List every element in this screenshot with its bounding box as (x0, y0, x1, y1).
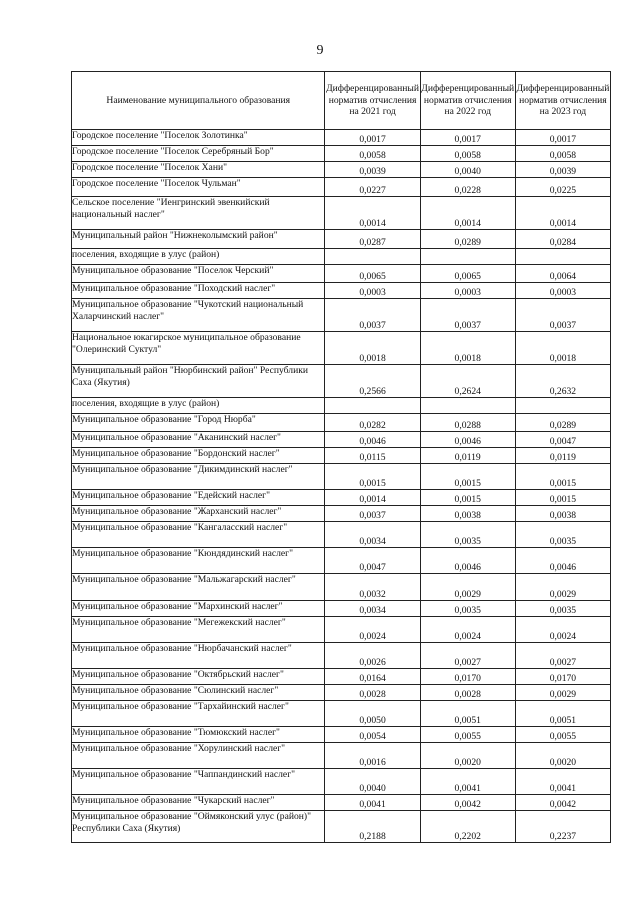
norm-value-2023: 0,0038 (515, 506, 610, 522)
norm-value-2022 (420, 398, 515, 414)
norm-value-2022: 0,0018 (420, 332, 515, 365)
norm-value-2023: 0,0042 (515, 795, 610, 811)
norm-value-2023: 0,2632 (515, 365, 610, 398)
norm-value-2022: 0,0046 (420, 548, 515, 574)
norm-value-2022: 0,0289 (420, 230, 515, 249)
norm-value-2023: 0,2237 (515, 811, 610, 843)
municipality-name: Муниципальное образование "Аканинский наслег" (72, 432, 325, 448)
norm-value-2023: 0,0119 (515, 448, 610, 464)
norm-value-2021: 0,0037 (325, 299, 420, 332)
norm-value-2021: 0,0058 (325, 146, 420, 162)
table-row (72, 795, 611, 811)
norm-value-2021: 0,0017 (325, 130, 420, 146)
norm-value-2021: 0,0034 (325, 522, 420, 548)
municipality-name: Муниципальное образование "Хорулинский наслег" (72, 743, 325, 769)
norm-value-2023: 0,0039 (515, 162, 610, 178)
norm-value-2022: 0,0027 (420, 643, 515, 669)
municipality-name: Муниципальное образование "Мархинский наслег" (72, 601, 325, 617)
header-2021: Дифференцированный норматив отчисления на 2021 год (325, 72, 420, 130)
norm-value-2023: 0,0020 (515, 743, 610, 769)
table-row (72, 727, 611, 743)
norm-value-2023: 0,0041 (515, 769, 610, 795)
table-row (72, 146, 611, 162)
norm-value-2022: 0,0014 (420, 197, 515, 230)
table-row (72, 448, 611, 464)
municipality-name: Муниципальное образование "Поселок Черский" (72, 265, 325, 283)
norm-value-2021: 0,2566 (325, 365, 420, 398)
table-row (72, 265, 611, 283)
page-number: 9 (316, 43, 324, 58)
norm-value-2021: 0,0054 (325, 727, 420, 743)
municipality-name: Муниципальное образование "Чаппандинский наслег" (72, 769, 325, 795)
norm-value-2023: 0,0015 (515, 490, 610, 506)
municipality-name: Муниципальное образование "Оймяконский улус (район)" Республики Саха (Якутия) (72, 811, 325, 843)
norm-value-2023: 0,0014 (515, 197, 610, 230)
norm-value-2022: 0,0228 (420, 178, 515, 197)
header-2023: Дифференцированный норматив отчисления на 2023 год (515, 72, 610, 130)
norm-value-2021: 0,0115 (325, 448, 420, 464)
norm-value-2023: 0,0225 (515, 178, 610, 197)
municipality-name: Городское поселение "Поселок Чульман" (72, 178, 325, 197)
table-row (72, 299, 611, 332)
header-2022: Дифференцированный норматив отчисления на 2022 год (420, 72, 515, 130)
table-row (72, 490, 611, 506)
header-municipality: Наименование муниципального образования (72, 72, 325, 130)
norm-value-2023: 0,0064 (515, 265, 610, 283)
norm-value-2023: 0,0017 (515, 130, 610, 146)
norm-value-2022: 0,0037 (420, 299, 515, 332)
norm-value-2021: 0,0287 (325, 230, 420, 249)
municipality-name: Муниципальное образование "Тюмюкский наслег" (72, 727, 325, 743)
table-row (72, 617, 611, 643)
norm-value-2022: 0,0003 (420, 283, 515, 299)
table-row (72, 283, 611, 299)
norm-value-2023: 0,0018 (515, 332, 610, 365)
municipality-name: Муниципальное образование "Бордонский наслег" (72, 448, 325, 464)
norm-value-2022: 0,0119 (420, 448, 515, 464)
table-row (72, 178, 611, 197)
municipality-name: Муниципальный район "Нюрбинский район" Республики Саха (Якутия) (72, 365, 325, 398)
municipality-name: Муниципальное образование "Кангаласский наслег" (72, 522, 325, 548)
municipality-name: Муниципальное образование "Чукотский национальный Халарчинский наслег" (72, 299, 325, 332)
municipality-name: Городское поселение "Поселок Золотинка" (72, 130, 325, 146)
norm-value-2021: 0,0014 (325, 490, 420, 506)
norm-value-2021: 0,0032 (325, 574, 420, 601)
norm-value-2021: 0,0014 (325, 197, 420, 230)
table-row (72, 506, 611, 522)
norm-value-2021: 0,0046 (325, 432, 420, 448)
norm-value-2023: 0,0051 (515, 701, 610, 727)
municipality-name: Городское поселение "Поселок Хани" (72, 162, 325, 178)
table-row (72, 601, 611, 617)
norm-value-2022: 0,2624 (420, 365, 515, 398)
municipality-name: Городское поселение "Поселок Серебряный Бор" (72, 146, 325, 162)
norm-value-2022: 0,0055 (420, 727, 515, 743)
norm-value-2023 (515, 249, 610, 265)
table-row (72, 548, 611, 574)
norm-value-2022: 0,0170 (420, 669, 515, 685)
municipality-name: Сельское поселение "Иенгринский эвенкийский национальный наслег" (72, 197, 325, 230)
norm-value-2021 (325, 249, 420, 265)
norm-value-2023: 0,0037 (515, 299, 610, 332)
table-row (72, 162, 611, 178)
municipality-name: Муниципальное образование "Нюрбачанский наслег" (72, 643, 325, 669)
norm-value-2022: 0,0040 (420, 162, 515, 178)
table-row (72, 685, 611, 701)
municipality-name: Муниципальное образование "Кюндядинский наслег" (72, 548, 325, 574)
norm-value-2022: 0,0046 (420, 432, 515, 448)
table-row (72, 130, 611, 146)
table-row (72, 574, 611, 601)
municipality-name: Муниципальное образование "Едейский наслег" (72, 490, 325, 506)
norm-value-2023: 0,0055 (515, 727, 610, 743)
municipality-name: Муниципальное образование "Сюлинский наслег" (72, 685, 325, 701)
norm-value-2021: 0,0040 (325, 769, 420, 795)
norm-value-2022: 0,0028 (420, 685, 515, 701)
norm-value-2021: 0,0003 (325, 283, 420, 299)
table-row (72, 398, 611, 414)
table-row (72, 811, 611, 843)
norm-value-2021: 0,0041 (325, 795, 420, 811)
table-row (72, 701, 611, 727)
table-header-row (72, 72, 611, 130)
norm-value-2022: 0,0058 (420, 146, 515, 162)
norm-value-2023: 0,0027 (515, 643, 610, 669)
table-row (72, 669, 611, 685)
norm-value-2023: 0,0035 (515, 601, 610, 617)
municipality-name: Муниципальное образование "Октябрьский наслег" (72, 669, 325, 685)
municipality-name: Муниципальное образование "Тархайинский наслег" (72, 701, 325, 727)
norm-value-2023: 0,0024 (515, 617, 610, 643)
norm-value-2022: 0,0042 (420, 795, 515, 811)
norm-value-2021: 0,0024 (325, 617, 420, 643)
table-row (72, 332, 611, 365)
norm-value-2021: 0,0227 (325, 178, 420, 197)
table-row (72, 743, 611, 769)
table-row (72, 365, 611, 398)
municipality-name: Муниципальное образование "Мегежекский наслег" (72, 617, 325, 643)
norm-value-2021: 0,0015 (325, 464, 420, 490)
norm-value-2021: 0,0018 (325, 332, 420, 365)
table-row (72, 230, 611, 249)
table-body (72, 130, 611, 843)
norm-value-2022: 0,2202 (420, 811, 515, 843)
norm-value-2023: 0,0289 (515, 414, 610, 432)
norm-value-2021: 0,0065 (325, 265, 420, 283)
norm-value-2022: 0,0017 (420, 130, 515, 146)
norm-value-2023: 0,0029 (515, 574, 610, 601)
norm-value-2022: 0,0035 (420, 601, 515, 617)
table-row (72, 249, 611, 265)
table-row (72, 769, 611, 795)
allocation-table (71, 71, 611, 843)
municipality-name: Муниципальное образование "Жарханский наслег" (72, 506, 325, 522)
norm-value-2021: 0,0016 (325, 743, 420, 769)
norm-value-2022 (420, 249, 515, 265)
norm-value-2022: 0,0041 (420, 769, 515, 795)
norm-value-2022: 0,0051 (420, 701, 515, 727)
norm-value-2022: 0,0288 (420, 414, 515, 432)
municipality-name: Муниципальное образование "Дикимдинский наслег" (72, 464, 325, 490)
norm-value-2022: 0,0035 (420, 522, 515, 548)
norm-value-2022: 0,0024 (420, 617, 515, 643)
norm-value-2023: 0,0003 (515, 283, 610, 299)
norm-value-2021: 0,0047 (325, 548, 420, 574)
norm-value-2023: 0,0047 (515, 432, 610, 448)
municipality-name: Муниципальное образование "Город Нюрба" (72, 414, 325, 432)
norm-value-2023: 0,0170 (515, 669, 610, 685)
norm-value-2023: 0,0015 (515, 464, 610, 490)
municipality-name: поселения, входящие в улус (район) (72, 398, 325, 414)
norm-value-2021: 0,0026 (325, 643, 420, 669)
norm-value-2021: 0,0050 (325, 701, 420, 727)
norm-value-2021: 0,0037 (325, 506, 420, 522)
norm-value-2023 (515, 398, 610, 414)
norm-value-2023: 0,0284 (515, 230, 610, 249)
norm-value-2023: 0,0046 (515, 548, 610, 574)
table-row (72, 197, 611, 230)
norm-value-2021: 0,0164 (325, 669, 420, 685)
norm-value-2021: 0,0028 (325, 685, 420, 701)
municipality-name: Национальное юкагирское муниципальное образование "Олеринский Суктул" (72, 332, 325, 365)
norm-value-2022: 0,0020 (420, 743, 515, 769)
table-row (72, 414, 611, 432)
municipality-name: Муниципальное образование "Чукарский наслег" (72, 795, 325, 811)
municipality-name: Муниципальный район "Нижнеколымский район" (72, 230, 325, 249)
municipality-name: поселения, входящие в улус (район) (72, 249, 325, 265)
table-row (72, 432, 611, 448)
norm-value-2021: 0,0034 (325, 601, 420, 617)
norm-value-2023: 0,0058 (515, 146, 610, 162)
municipality-name: Муниципальное образование "Походский наслег" (72, 283, 325, 299)
norm-value-2021: 0,0282 (325, 414, 420, 432)
norm-value-2022: 0,0038 (420, 506, 515, 522)
norm-value-2023: 0,0029 (515, 685, 610, 701)
norm-value-2021 (325, 398, 420, 414)
norm-value-2021: 0,0039 (325, 162, 420, 178)
municipality-name: Муниципальное образование "Мальжагарский наслег" (72, 574, 325, 601)
norm-value-2023: 0,0035 (515, 522, 610, 548)
norm-value-2021: 0,2188 (325, 811, 420, 843)
norm-value-2022: 0,0065 (420, 265, 515, 283)
norm-value-2022: 0,0015 (420, 464, 515, 490)
norm-value-2022: 0,0029 (420, 574, 515, 601)
norm-value-2022: 0,0015 (420, 490, 515, 506)
table-row (72, 464, 611, 490)
table-row (72, 643, 611, 669)
table-row (72, 522, 611, 548)
